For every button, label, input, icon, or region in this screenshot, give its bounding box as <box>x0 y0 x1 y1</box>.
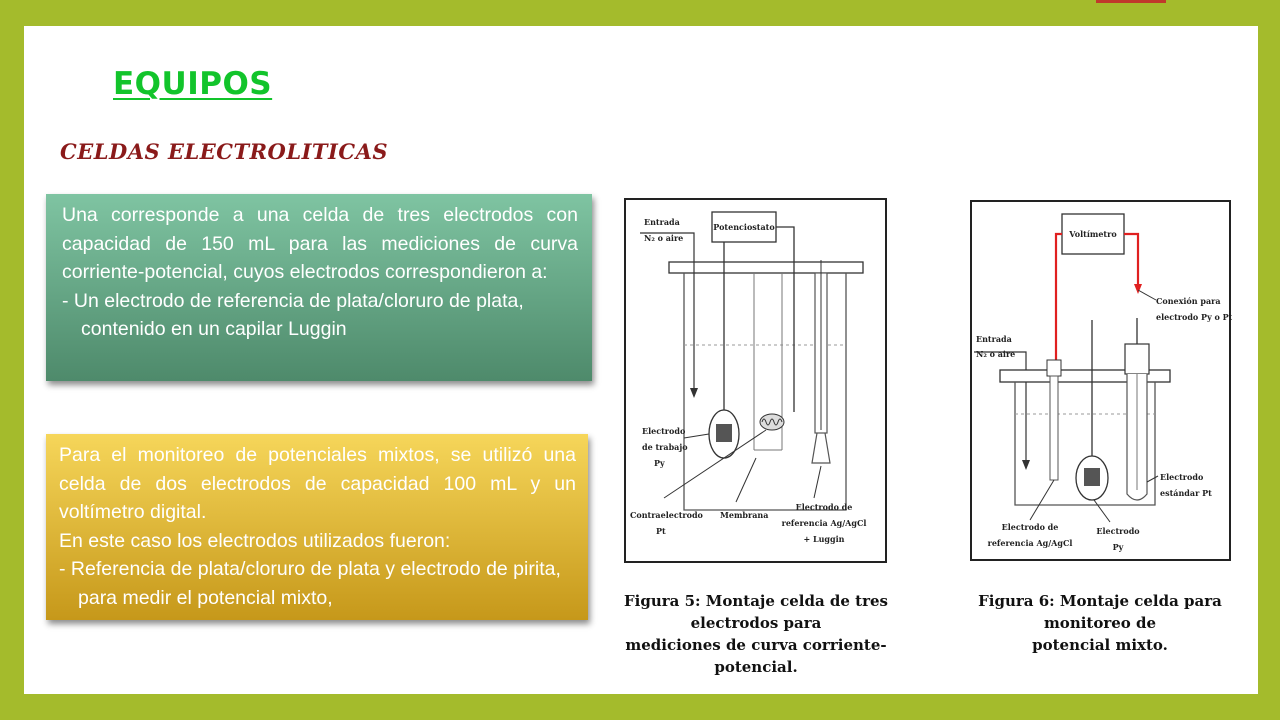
referencia-label-2: referencia Ag/AgCl <box>781 518 867 528</box>
top-accent-mark <box>1096 0 1166 3</box>
trabajo-label-1: Electrodo <box>642 426 686 436</box>
box1-bullet: - Un electrodo de referencia de plata/cloruro de plata, contenido en un capilar Luggin <box>62 289 524 340</box>
py-label-2: Py <box>1112 542 1124 552</box>
reference-cap <box>1047 360 1061 376</box>
conexion-label-2: electrodo Py o Pt <box>1156 312 1232 322</box>
cell-lid <box>669 262 863 273</box>
py-sample <box>1084 468 1100 486</box>
referencia-label-6-1: Electrodo de <box>1001 522 1059 532</box>
trabajo-label-2: de trabajo <box>642 442 688 452</box>
box2-paragraph: Para el monitoreo de potenciales mixtos, se utilizó una celda de dos electrodos de capacidad 100 mL y un voltímetro digital. <box>59 444 576 523</box>
referencia-label-1: Electrodo de <box>795 502 853 512</box>
box1-paragraph: Una corresponde a una celda de tres electrodos con capacidad de 150 mL para las mediciones de curva corriente-potencial, cuyos electrodos correspondieron a: <box>62 204 578 283</box>
pyrite-sample <box>716 424 732 442</box>
figure-5-caption-line2: mediciones de curva corriente-potencial. <box>625 636 887 676</box>
entrada-gas-label: N₂ o aire <box>644 233 684 243</box>
figure-5-diagram <box>624 198 888 564</box>
pt-coil <box>760 414 784 430</box>
reference-tube <box>1050 376 1058 480</box>
entrada-label: Entrada <box>644 217 680 227</box>
figure-6-caption <box>950 590 1250 656</box>
three-electrode-cell-textbox <box>46 194 592 381</box>
figure-5-caption <box>594 590 918 678</box>
membrana-label: Membrana <box>720 510 769 520</box>
box2-bullet: - Referencia de plata/cloruro de plata y electrodo de pirita, para medir el potencial mixto, <box>59 558 561 609</box>
figure-6-caption-line1: Figura 6: Montaje celda para monitoreo de <box>978 592 1222 632</box>
contraelectrodo-label-2: Pt <box>656 526 666 536</box>
two-electrode-cell-textbox <box>46 434 588 620</box>
slide-title: EQUIPOS <box>113 66 273 102</box>
box2-paragraph-2: En este caso los electrodos utilizados fueron: <box>59 529 451 552</box>
py-label-1: Electrodo <box>1096 526 1140 536</box>
figure-6-diagram <box>970 200 1232 562</box>
section-subtitle: CELDAS ELECTROLITICAS <box>60 139 389 164</box>
figure-6-caption-line2: potencial mixto. <box>1032 636 1168 654</box>
entrada-label-6: Entrada <box>976 334 1012 344</box>
estandar-label-2: estándar Pt <box>1160 488 1212 498</box>
pt-electrode-cap <box>1125 344 1149 374</box>
voltimetro-label: Voltímetro <box>1069 229 1117 239</box>
entrada-gas-label-6: N₂ o aire <box>976 349 1016 359</box>
potenciostato-label: Potenciostato <box>713 222 775 232</box>
estandar-label-1: Electrodo <box>1160 472 1204 482</box>
contraelectrodo-label-1: Contraelectrodo <box>630 510 703 520</box>
referencia-label-6-2: referencia Ag/AgCl <box>987 538 1073 548</box>
conexion-label-1: Conexión para <box>1156 296 1221 306</box>
trabajo-label-3: Py <box>654 458 665 468</box>
figure-5-caption-line1: Figura 5: Montaje celda de tres electrodos para <box>623 592 889 632</box>
referencia-label-3: + Luggin <box>803 534 845 544</box>
